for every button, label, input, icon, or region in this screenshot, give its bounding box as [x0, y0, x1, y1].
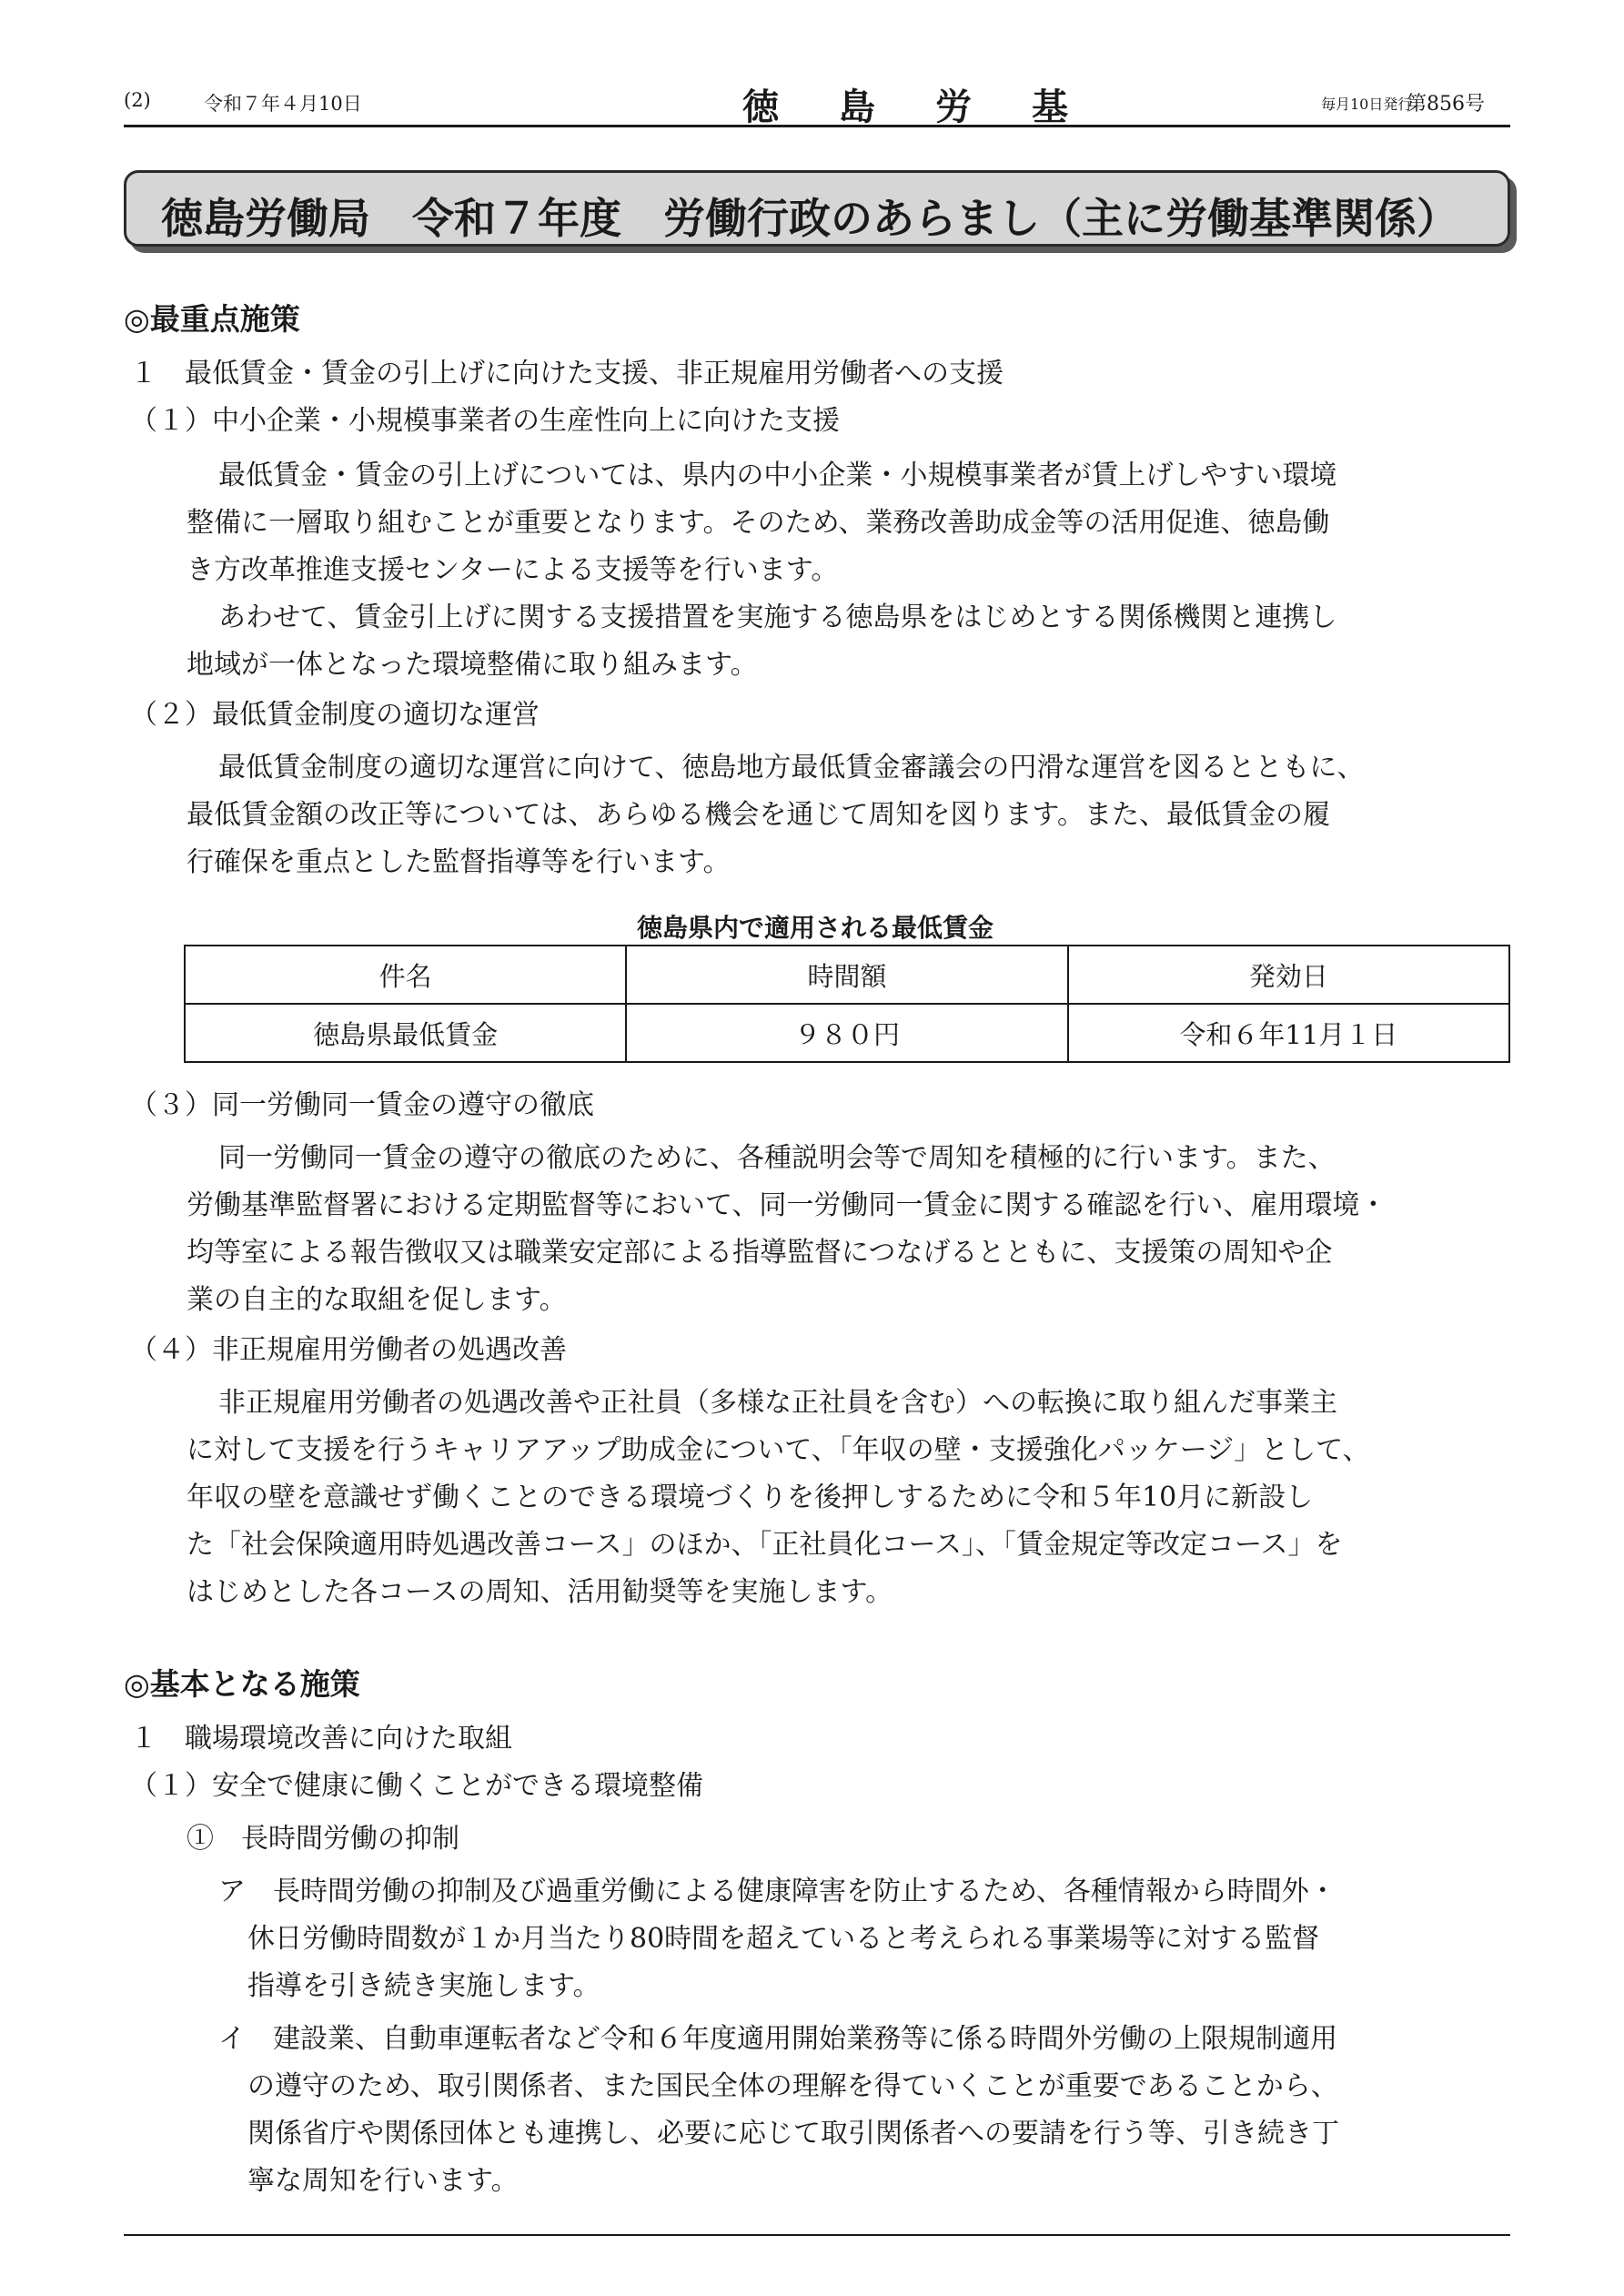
table-header-row: [185, 946, 1509, 1004]
paragraph-line: き方改革推進支援センターによる支援等を行います。: [187, 554, 839, 586]
page-header: [124, 84, 1510, 128]
section-heading-priority: ◎最重点施策: [124, 301, 300, 337]
paragraph-line: 非正規雇用労働者の処遇改善や正社員（多様な正社員を含む）への転換に取り組んだ事業主: [218, 1387, 1337, 1419]
paragraph-line: の遵守のため、取引関係者、また国民全体の理解を得ていくことが重要であることから、: [247, 2070, 1338, 2102]
subsection-3-title: （３）同一労働同一賃金の遵守の徹底: [130, 1089, 594, 1121]
table-header-cell: 時間額: [626, 946, 1067, 1004]
table-cell: 令和６年11月１日: [1068, 1004, 1509, 1062]
table-row: [185, 1004, 1509, 1062]
paragraph-line: 最低賃金制度の適切な運営に向けて、徳島地方最低賃金審議会の円滑な運営を図るとともに、: [218, 752, 1365, 784]
table-header-cell: 件名: [185, 946, 626, 1004]
paragraph-line: 寧な周知を行います。: [247, 2165, 519, 2197]
paragraph-line: 最低賃金額の改正等については、あらゆる機会を通じて周知を図ります。また、最低賃金の履: [187, 799, 1330, 831]
paragraph-line: 整備に一層取り組むことが重要となります。そのため、業務改善助成金等の活用促進、徳島働: [187, 507, 1330, 539]
paragraph-line: はじめとした各コースの周知、活用勧奨等を実施します。: [187, 1576, 893, 1608]
publish-frequency: 毎月10日発行: [1321, 96, 1413, 113]
section-heading-basic: ◎基本となる施策: [124, 1666, 360, 1702]
paragraph-line: 行確保を重点とした監督指導等を行います。: [187, 846, 731, 878]
paragraph-line: 同一労働同一賃金の遵守の徹底のために、各種説明会等で周知を積極的に行います。また、: [218, 1142, 1336, 1174]
minimum-wage-table: [184, 945, 1510, 1063]
table-caption: 徳島県内で適用される最低賃金: [637, 913, 994, 943]
paragraph-line: 均等室による報告徴収又は職業安定部による指導監督につなげるとともに、支援策の周知や企: [187, 1237, 1333, 1269]
article-banner: [124, 170, 1510, 247]
newsletter-title: 徳島労基: [742, 86, 1128, 128]
paragraph-line: イ 建設業、自動車運転者など令和６年度適用開始業務等に係る時間外労働の上限規制適用: [218, 2023, 1337, 2055]
paragraph-line: あわせて、賃金引上げに関する支援措置を実施する徳島県をはじめとする関係機関と連携し: [218, 602, 1337, 633]
article-title: 徳島労働局 令和７年度 労働行政のあらまし（主に労働基準関係）: [161, 194, 1458, 243]
paragraph-line: 休日労働時間数が１か月当たり80時間を超えていると考えられる事業場等に対する監督: [247, 1923, 1320, 1955]
issue-number: 第856号: [1407, 93, 1485, 116]
paragraph-line: 最低賃金・賃金の引上げについては、県内の中小企業・小規模事業者が賃上げしやすい環境: [218, 460, 1337, 491]
table-header-cell: 発効日: [1068, 946, 1509, 1004]
item-1-title: １ 職場環境改善に向けた取組: [130, 1723, 512, 1755]
paragraph-line: た「社会保険適用時処遇改善コース」のほか、「正社員化コース」、「賃金規定等改定コース」を: [187, 1529, 1343, 1561]
circled-item-title: ① 長時間労働の抑制: [187, 1823, 459, 1855]
subsection-2-title: （２）最低賃金制度の適切な運営: [130, 699, 540, 731]
page-number: (2): [124, 89, 151, 111]
header-divider: [124, 125, 1510, 127]
table-cell: ９８０円: [626, 1004, 1067, 1062]
paragraph-line: 年収の壁を意識せず働くことのできる環境づくりを後押しするために令和５年10月に新設し: [187, 1482, 1314, 1513]
issue-date: 令和７年４月10日: [204, 93, 362, 115]
paragraph-line: ア 長時間労働の抑制及び過重労働による健康障害を防止するため、各種情報から時間外・: [218, 1876, 1337, 1907]
subsection-4-title: （４）非正規雇用労働者の処遇改善: [130, 1334, 567, 1366]
paragraph-line: 労働基準監督署における定期監督等において、同一労働同一賃金に関する確認を行い、雇用環境・: [187, 1189, 1387, 1221]
item-1-title: １ 最低賃金・賃金の引上げに向けた支援、非正規雇用労働者への支援: [130, 358, 1004, 389]
paragraph-line: 関係省庁や関係団体とも連携し、必要に応じて取引関係者への要請を行う等、引き続き丁: [247, 2118, 1339, 2149]
paragraph-line: 地域が一体となった環境整備に取り組みます。: [187, 649, 758, 681]
table-cell: 徳島県最低賃金: [185, 1004, 626, 1062]
subsection-1-title: （１）安全で健康に働くことができる環境整備: [130, 1770, 703, 1802]
paragraph-line: 指導を引き続き実施します。: [247, 1970, 600, 2002]
paragraph-line: 業の自主的な取組を促します。: [187, 1284, 567, 1316]
subsection-1-title: （１）中小企業・小規模事業者の生産性向上に向けた支援: [130, 405, 840, 437]
footer-divider: [124, 2234, 1510, 2236]
paragraph-line: に対して支援を行うキャリアアップ助成金について、「年収の壁・支援強化パッケージ」として、: [187, 1434, 1370, 1466]
